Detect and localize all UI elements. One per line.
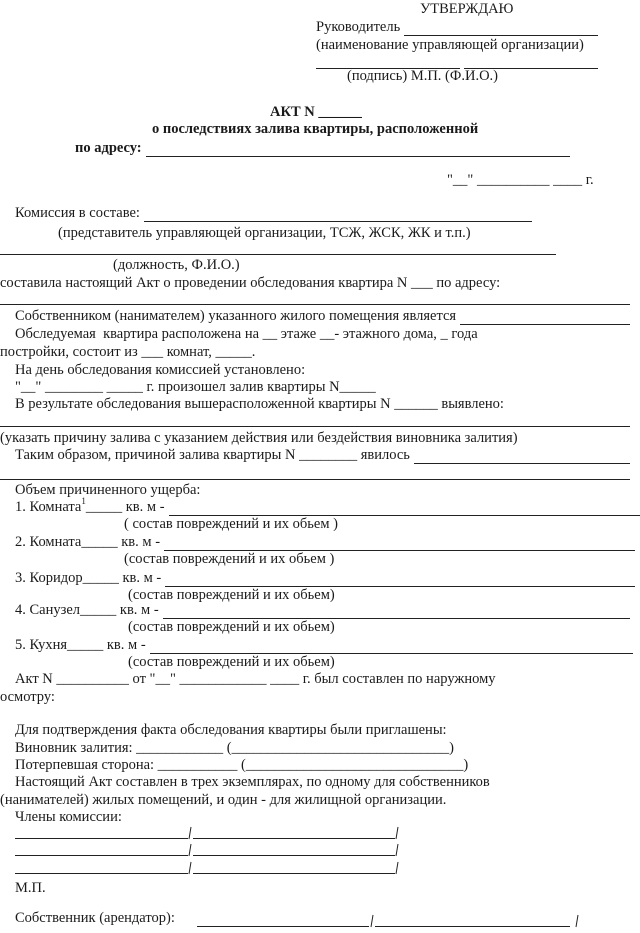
damage-field[interactable] bbox=[169, 502, 640, 516]
cause-caption: (указать причину залива с указанием действия или бездействия виновника залития) bbox=[0, 430, 518, 446]
cause-field[interactable] bbox=[414, 450, 630, 464]
head-field[interactable] bbox=[404, 22, 598, 36]
damage-area[interactable]: _____ кв. м - bbox=[82, 570, 162, 586]
damage-label: 3. Коридор bbox=[15, 570, 83, 586]
org-caption: (наименование управляющей организации) bbox=[316, 37, 584, 53]
member-signature[interactable] bbox=[15, 873, 188, 874]
damage-field[interactable] bbox=[164, 537, 635, 551]
owner-label: Собственником (нанимателем) указанного жилого помещения является bbox=[15, 308, 457, 324]
damage-label: 4. Санузел bbox=[15, 602, 81, 618]
victim-line[interactable]: Потерпевшая сторона: ___________ (______________________________) bbox=[15, 757, 469, 773]
member-name[interactable] bbox=[193, 873, 395, 874]
copies-text-2: (нанимателей) жилых помещений, и один - для жилищной организации. bbox=[0, 792, 447, 808]
external-text-1: Акт N __________ от "__" ____________ ____ г. был составлен по наружному bbox=[15, 671, 496, 687]
owner-line bbox=[15, 307, 630, 325]
compiled-text: составила настоящий Акт о проведении обследования квартира N ___ по адресу: bbox=[0, 275, 501, 291]
damage-item bbox=[15, 569, 635, 587]
flat-address-field[interactable] bbox=[0, 304, 630, 305]
damage-field[interactable] bbox=[150, 640, 633, 654]
approval-title: УТВЕРЖДАЮ bbox=[420, 1, 514, 17]
cause-label: Таким образом, причиной залива квартиры N ________ явилось bbox=[15, 447, 410, 463]
address-field[interactable] bbox=[146, 143, 570, 157]
commission-line bbox=[15, 204, 532, 222]
damage-title: Объем причиненного ущерба: bbox=[15, 482, 201, 498]
owner-field[interactable] bbox=[460, 311, 630, 325]
damage-field[interactable] bbox=[165, 573, 635, 587]
member-signature[interactable] bbox=[15, 855, 188, 856]
position-field[interactable] bbox=[0, 254, 556, 255]
commission-field[interactable] bbox=[144, 208, 532, 222]
member-signature[interactable] bbox=[15, 838, 188, 839]
damage-field[interactable] bbox=[163, 605, 630, 619]
damage-area[interactable]: _____ кв. м - bbox=[80, 602, 159, 618]
damage-item bbox=[15, 601, 630, 619]
flat-text-1: Обследуемая квартира расположена на __ этаже __- этажного дома, _ года bbox=[15, 326, 478, 342]
damage-label: 2. Комната bbox=[15, 534, 82, 550]
address-label: по адресу: bbox=[75, 140, 142, 156]
address-line bbox=[75, 139, 570, 157]
member-name[interactable] bbox=[193, 855, 395, 856]
external-text-2: осмотру: bbox=[0, 689, 55, 705]
cause-field-2[interactable] bbox=[0, 479, 630, 480]
head-line bbox=[316, 18, 598, 36]
damage-caption: (состав повреждений и их обьем) bbox=[128, 654, 335, 670]
act-date[interactable]: "__" __________ ____ г. bbox=[447, 172, 594, 188]
culprit-line[interactable]: Виновник залития: ____________ (______________________________) bbox=[15, 740, 454, 756]
act-number: АКТ N ______ bbox=[270, 104, 362, 120]
invited-text: Для подтверждения факта обследования квартиры были приглашены: bbox=[15, 722, 447, 738]
act-subject: о последствиях залива квартиры, расположенной bbox=[152, 121, 479, 137]
owner-signature[interactable] bbox=[197, 926, 369, 927]
commission-caption: (представитель управляющей организации, ТСЖ, ЖСК, ЖК и т.п.) bbox=[58, 225, 471, 241]
damage-label: 1. Комната bbox=[15, 499, 82, 515]
stamp-label: М.П. bbox=[15, 880, 46, 896]
damage-area[interactable]: _____ кв. м - bbox=[85, 499, 165, 515]
owner-name[interactable] bbox=[375, 926, 570, 927]
result-text: В результате обследования вышерасположенной квартиры N ______ выявлено: bbox=[15, 396, 504, 412]
owner-sign-label: Собственник (арендатор): bbox=[15, 910, 175, 926]
sign-caption: (подпись) М.П. (Ф.И.О.) bbox=[347, 68, 498, 84]
damage-caption: (состав повреждений и их обьем) bbox=[128, 619, 335, 635]
commission-label: Комиссия в составе: bbox=[15, 205, 140, 221]
damage-caption: ( состав повреждений и их обьем ) bbox=[124, 516, 338, 532]
established-text: На день обследования комиссией установлено: bbox=[15, 362, 306, 378]
damage-caption: (состав повреждений и их обьем) bbox=[128, 587, 335, 603]
damage-area[interactable]: _____ кв. м - bbox=[67, 637, 146, 653]
member-name[interactable] bbox=[193, 838, 395, 839]
damage-caption: (состав повреждений и их обьем ) bbox=[124, 551, 335, 567]
copies-text-1: Настоящий Акт составлен в трех экземплярах, по одному для собственников bbox=[15, 774, 490, 790]
damage-label: 5. Кухня bbox=[15, 637, 68, 653]
flood-date-text: "__" ________ _____ г. произошел залив квартиры N_____ bbox=[15, 379, 376, 395]
position-caption: (должность, Ф.И.О.) bbox=[113, 257, 240, 273]
damage-item bbox=[15, 533, 635, 551]
result-field[interactable] bbox=[0, 426, 630, 427]
damage-area[interactable]: _____ кв. м - bbox=[81, 534, 161, 550]
head-label: Руководитель bbox=[316, 19, 401, 35]
damage-item bbox=[15, 636, 633, 654]
flat-text-2: постройки, состоит из ___ комнат, _____. bbox=[0, 344, 256, 360]
cause-line bbox=[15, 446, 630, 464]
members-label: Члены комиссии: bbox=[15, 809, 122, 825]
damage-item: 1. Комната 1 _____ кв. м - bbox=[15, 498, 640, 516]
